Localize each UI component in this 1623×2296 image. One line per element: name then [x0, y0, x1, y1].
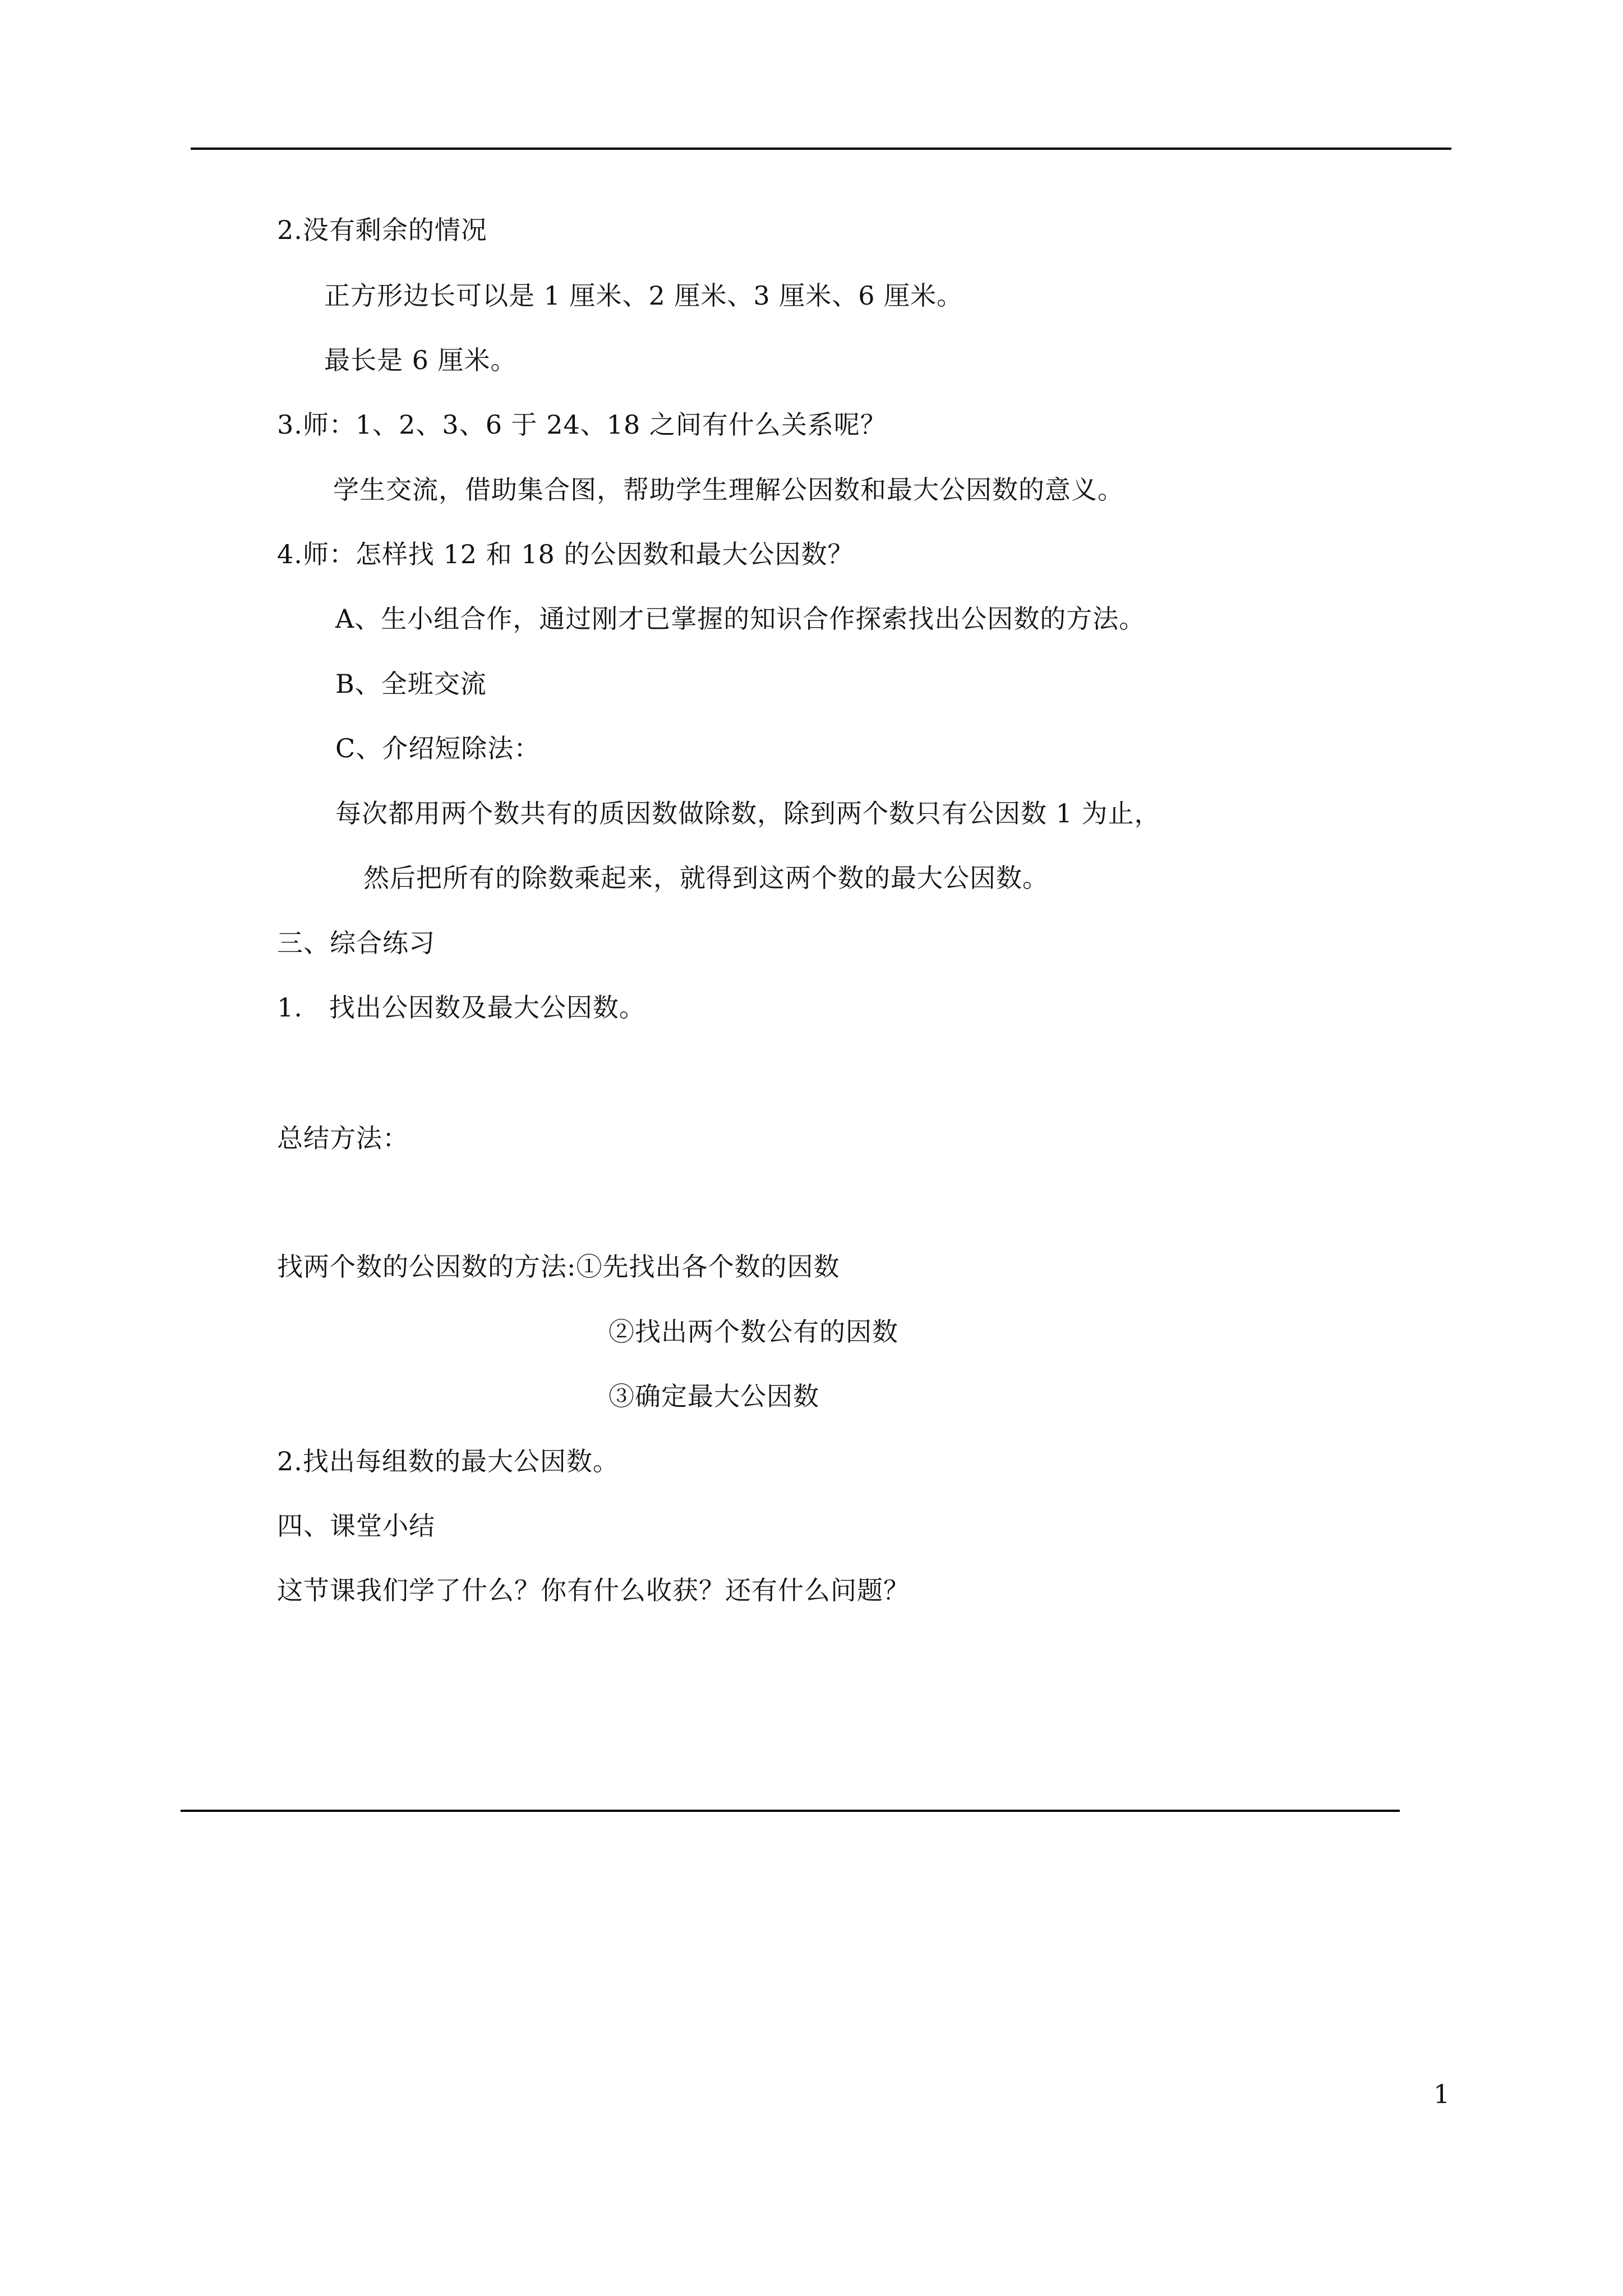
- list-item: 2.找出每组数的最大公因数。: [277, 1446, 619, 1476]
- section-heading: 2.没有剩余的情况: [277, 215, 487, 245]
- section-heading: 3.师：1、2、3、6 于 24、18 之间有什么关系呢？: [277, 409, 887, 440]
- section-heading: 三、综合练习: [277, 928, 435, 958]
- list-item: C、介绍短除法：: [335, 733, 541, 763]
- paragraph-line: 学生交流，借助集合图，帮助学生理解公因数和最大公因数的意义。: [333, 475, 1124, 505]
- section-heading: 四、课堂小结: [277, 1511, 435, 1541]
- page-number: 1: [1433, 2079, 1450, 2109]
- paragraph-line: 总结方法：: [277, 1123, 409, 1153]
- list-item: B、全班交流: [335, 669, 487, 699]
- paragraph-line: 正方形边长可以是 1 厘米、2 厘米、3 厘米、6 厘米。: [324, 280, 963, 311]
- paragraph-line: ③确定最大公因数: [608, 1381, 819, 1411]
- header-rule: [191, 148, 1451, 150]
- list-item: 1. 找出公因数及最大公因数。: [277, 992, 645, 1023]
- paragraph-line: 这节课我们学了什么？你有什么收获？还有什么问题？: [277, 1575, 910, 1605]
- footer-rule: [181, 1810, 1400, 1812]
- paragraph-line: 每次都用两个数共有的质因数做除数，除到两个数只有公因数 1 为止，: [335, 798, 1161, 829]
- paragraph-line: 然后把所有的除数乘起来，就得到这两个数的最大公因数。: [363, 863, 1049, 893]
- list-item: A、生小组合作，通过刚才已掌握的知识合作探索找出公因数的方法。: [335, 604, 1146, 634]
- paragraph-line: 最长是 6 厘米。: [324, 345, 517, 375]
- paragraph-line: 找两个数的公因数的方法:①先找出各个数的因数: [277, 1251, 840, 1282]
- paragraph-line: ②找出两个数公有的因数: [608, 1317, 898, 1347]
- section-heading: 4.师：怎样找 12 和 18 的公因数和最大公因数？: [277, 539, 854, 569]
